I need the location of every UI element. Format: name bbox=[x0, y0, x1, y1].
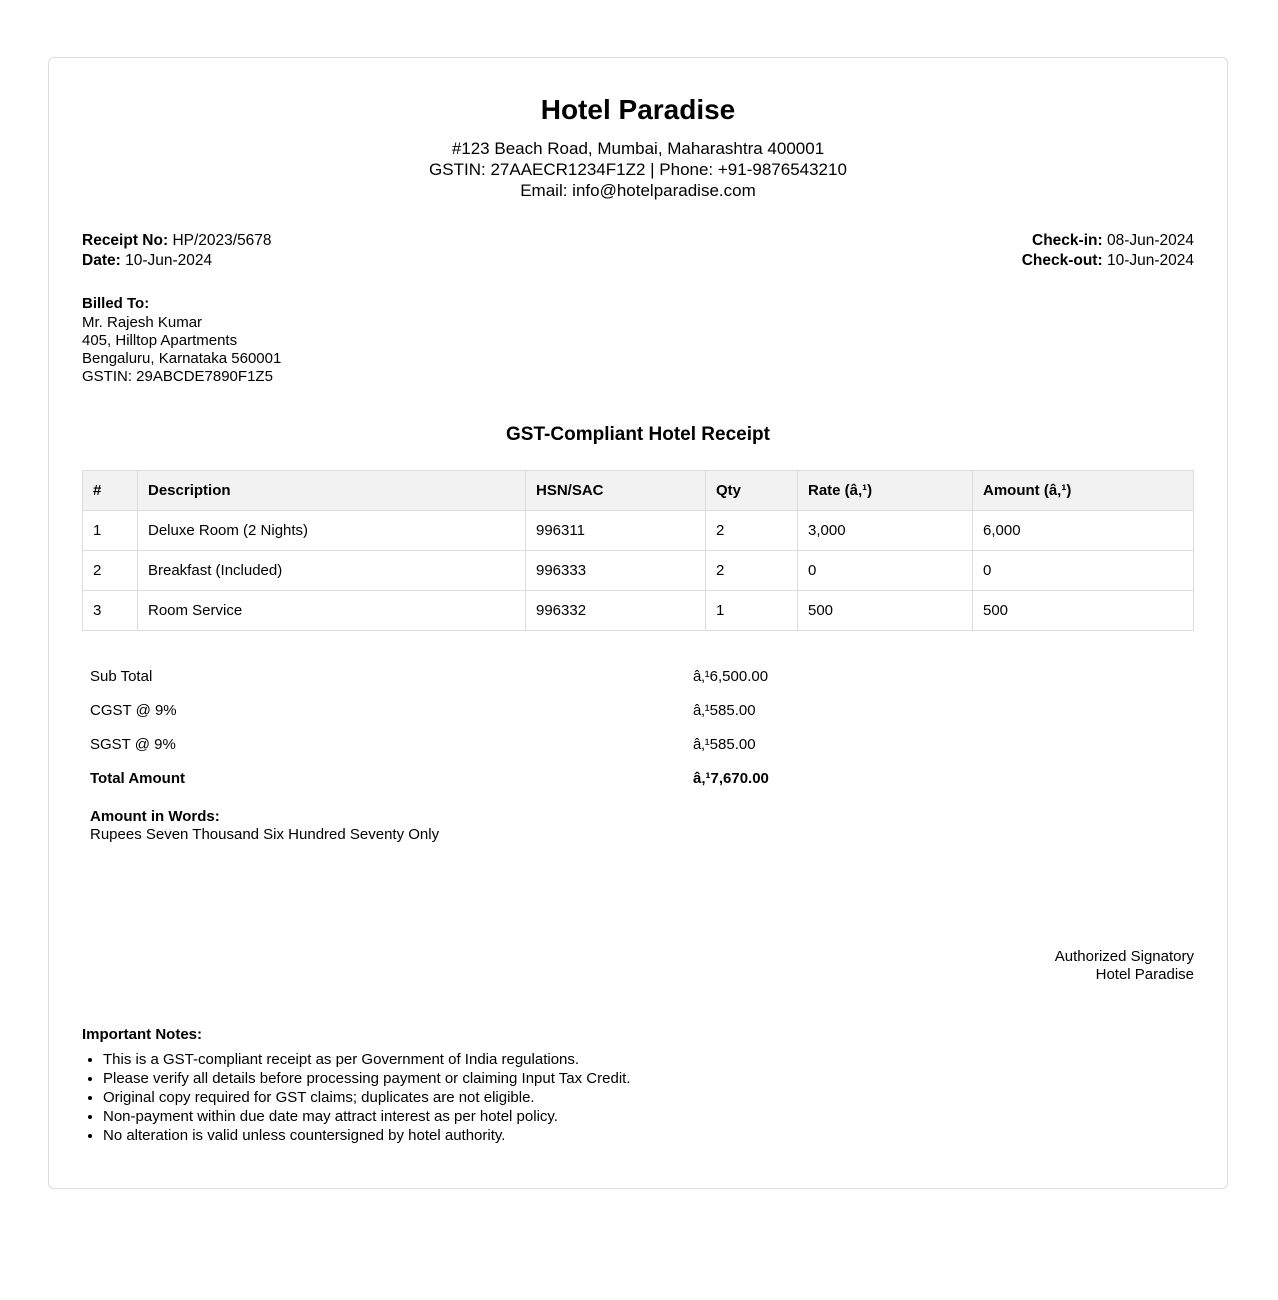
table-cell: 2 bbox=[83, 551, 138, 591]
checkout-value: 10-Jun-2024 bbox=[1106, 252, 1194, 269]
note-item: • Please verify all details before processing payment or claiming Input Tax Credit. bbox=[103, 1070, 1194, 1088]
billed-to-line: Mr. Rajesh Kumar bbox=[82, 314, 203, 331]
total-row bbox=[82, 693, 1194, 727]
date-value: 10-Jun-2024 bbox=[125, 252, 213, 269]
table-cell: 500 bbox=[973, 591, 1194, 631]
total-value: â‚¹6,500.00 bbox=[693, 667, 769, 685]
note-item: • This is a GST-compliant receipt as per Government of India regulations. bbox=[103, 1051, 1194, 1069]
total-label: SGST @ 9% bbox=[90, 735, 176, 753]
table-cell: 996311 bbox=[526, 511, 706, 551]
billed-to-label: Billed To: bbox=[82, 295, 150, 312]
total-value: â‚¹585.00 bbox=[693, 701, 756, 719]
hotel-email: Email: info@hotelparadise.com bbox=[520, 181, 756, 200]
totals-block bbox=[82, 659, 1194, 795]
amount-in-words-label: Amount in Words: bbox=[90, 808, 220, 825]
hotel-header bbox=[82, 94, 1194, 201]
billed-to-line: 405, Hilltop Apartments bbox=[82, 332, 238, 349]
table-cell: Breakfast (Included) bbox=[138, 551, 526, 591]
note-item: • No alteration is valid unless countersigned by hotel authority. bbox=[103, 1127, 1194, 1145]
column-header: # bbox=[83, 471, 138, 511]
receipt-meta-right bbox=[1022, 231, 1194, 271]
line-items-table bbox=[82, 470, 1194, 631]
checkin-value: 08-Jun-2024 bbox=[1106, 232, 1194, 249]
receipt-card bbox=[48, 57, 1228, 1189]
total-label: Total Amount bbox=[90, 769, 185, 787]
table-cell: 0 bbox=[798, 551, 973, 591]
checkout-row bbox=[1022, 251, 1194, 271]
receipt-date-row bbox=[82, 251, 272, 271]
total-row bbox=[82, 761, 1194, 795]
authorized-signatory-line: Authorized Signatory bbox=[1054, 948, 1194, 965]
total-label: CGST @ 9% bbox=[90, 701, 177, 719]
checkout-label: Check-out: bbox=[1021, 252, 1103, 269]
signature-block bbox=[82, 948, 1194, 984]
column-header: Rate (â‚¹) bbox=[798, 471, 973, 511]
billed-to-line: Bengaluru, Karnataka 560001 bbox=[82, 350, 282, 367]
important-notes-block bbox=[82, 1026, 1194, 1145]
table-cell: 6,000 bbox=[973, 511, 1194, 551]
table-cell: 2 bbox=[706, 551, 798, 591]
column-header: Qty bbox=[706, 471, 798, 511]
total-row bbox=[82, 727, 1194, 761]
table-cell: 996332 bbox=[526, 591, 706, 631]
table-cell: 0 bbox=[973, 551, 1194, 591]
column-header: Amount (â‚¹) bbox=[973, 471, 1194, 511]
receipt-meta-left bbox=[82, 231, 272, 271]
checkin-row bbox=[1022, 231, 1194, 251]
date-label: Date: bbox=[82, 252, 121, 269]
hotel-address: #123 Beach Road, Mumbai, Maharashtra 400001 bbox=[451, 139, 825, 158]
receipt-no-value: HP/2023/5678 bbox=[172, 232, 272, 249]
hotel-gstin-phone: GSTIN: 27AAECR1234F1Z2 | Phone: +91-9876543210 bbox=[429, 160, 847, 179]
billed-to-line: GSTIN: 29ABCDE7890F1Z5 bbox=[82, 368, 273, 385]
table-cell: 3,000 bbox=[798, 511, 973, 551]
receipt-meta bbox=[82, 231, 1194, 271]
total-label: Sub Total bbox=[90, 667, 153, 685]
total-value: â‚¹585.00 bbox=[693, 735, 756, 753]
amount-in-words-text: Rupees Seven Thousand Six Hundred Seventy Only bbox=[90, 826, 440, 843]
total-row bbox=[82, 659, 1194, 693]
receipt-no-label: Receipt No: bbox=[82, 232, 169, 249]
important-notes-list bbox=[82, 1051, 1194, 1145]
table-row bbox=[83, 551, 1194, 591]
amount-in-words-block bbox=[82, 808, 1194, 844]
table-cell: 3 bbox=[83, 591, 138, 631]
billed-to-block bbox=[82, 295, 1194, 386]
hotel-name: Hotel Paradise bbox=[540, 94, 736, 125]
billed-to-lines bbox=[82, 314, 1194, 386]
table-cell: 2 bbox=[706, 511, 798, 551]
section-title: GST-Compliant Hotel Receipt bbox=[506, 424, 770, 445]
signatory-hotel-name: Hotel Paradise bbox=[1095, 966, 1194, 983]
important-notes-title: Important Notes: bbox=[82, 1026, 202, 1043]
table-cell: 1 bbox=[706, 591, 798, 631]
checkin-label: Check-in: bbox=[1032, 232, 1103, 249]
table-cell: 1 bbox=[83, 511, 138, 551]
table-row bbox=[83, 511, 1194, 551]
note-item: • Original copy required for GST claims; duplicates are not eligible. bbox=[103, 1089, 1194, 1107]
column-header: HSN/SAC bbox=[526, 471, 706, 511]
table-cell: Room Service bbox=[138, 591, 526, 631]
total-value: â‚¹7,670.00 bbox=[693, 769, 769, 787]
table-cell: 996333 bbox=[526, 551, 706, 591]
table-row bbox=[83, 591, 1194, 631]
table-header-row bbox=[83, 471, 1194, 511]
receipt-no-row bbox=[82, 231, 272, 251]
note-item: • Non-payment within due date may attract interest as per hotel policy. bbox=[103, 1108, 1194, 1126]
table-cell: 500 bbox=[798, 591, 973, 631]
table-cell: Deluxe Room (2 Nights) bbox=[138, 511, 526, 551]
table-body bbox=[83, 511, 1194, 631]
column-header: Description bbox=[138, 471, 526, 511]
